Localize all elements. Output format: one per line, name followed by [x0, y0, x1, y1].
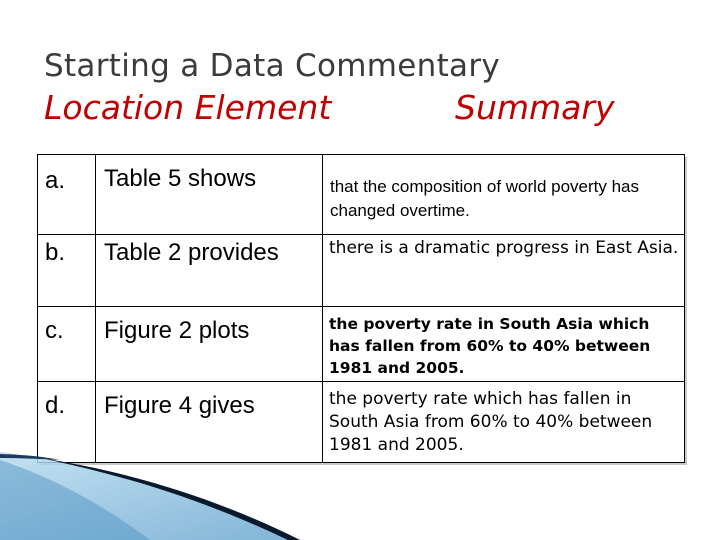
row-letter: b.	[38, 235, 96, 307]
table-row	[38, 155, 685, 235]
table-row	[38, 307, 685, 382]
row-letter: a.	[38, 155, 96, 235]
location-cell: Table 2 provides	[96, 235, 323, 307]
row-letter: d.	[38, 382, 96, 463]
location-cell: Figure 4 gives	[96, 382, 323, 463]
table-row	[38, 235, 685, 307]
summary-cell: that the composition of world poverty has changed overtime.	[323, 155, 685, 235]
corner-swoosh-decoration	[0, 440, 720, 540]
commentary-table	[37, 154, 685, 463]
summary-heading: Summary	[455, 88, 615, 127]
summary-cell: there is a dramatic progress in East Asia.	[323, 235, 685, 307]
location-cell: Figure 2 plots	[96, 307, 323, 382]
summary-cell: the poverty rate in South Asia which has fallen from 60% to 40% between 1981 and 2005.	[323, 307, 685, 382]
location-element-heading: Location Element	[44, 88, 332, 127]
row-letter: c.	[38, 307, 96, 382]
slide-title: Starting a Data Commentary	[44, 48, 501, 84]
summary-cell: the poverty rate which has fallen in South Asia from 60% to 40% between 1981 and 2005.	[323, 382, 685, 463]
location-cell: Table 5 shows	[96, 155, 323, 235]
